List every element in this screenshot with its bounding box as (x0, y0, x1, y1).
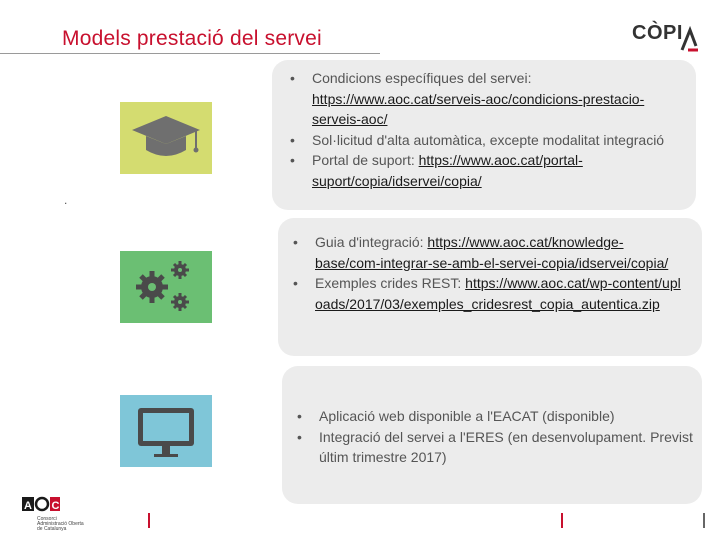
gears-tile (120, 251, 212, 323)
item-text: Sol·licitud d'alta automàtica, excepte modalitat integració (312, 131, 665, 148)
graduation-cap-icon (120, 102, 212, 174)
bullet: • (290, 152, 295, 168)
section-list-availability (297, 406, 697, 468)
monitor-tile (120, 395, 212, 467)
list-item (290, 130, 670, 151)
page-title: Models prestació del servei (62, 27, 322, 50)
item-text: Condicions específiques del servei: (312, 70, 532, 86)
conditions-link[interactable]: https://www.aoc.cat/serveis-aoc/condicions-prestacio-serveis-aoc/ (312, 90, 645, 127)
section-list-conditions (290, 68, 670, 191)
item-text: Aplicació web disponible a l'EACAT (disponible) (319, 408, 615, 424)
item-text: Portal de suport: (312, 152, 419, 168)
footer-divider (148, 513, 150, 528)
rest-examples-link[interactable]: https://www.aoc.cat/wp-content/uploads/2017/03/exemples_cridesrest_copia_autentica.zip (315, 275, 681, 312)
graduation-cap-tile (120, 102, 212, 174)
list-item (290, 68, 670, 130)
list-item (293, 232, 683, 273)
aoc-logo-caption: Consorci Administració Oberta de Catalunya (37, 516, 84, 532)
integration-guide-link[interactable]: https://www.aoc.cat/knowledge-base/com-integrar-se-amb-el-servei-copia/idservei/copia/ (315, 234, 669, 271)
bullet: • (293, 275, 298, 291)
svg-text:A: A (24, 500, 32, 512)
bullet: • (297, 428, 302, 445)
svg-text:C: C (51, 500, 60, 512)
gears-icon (120, 251, 212, 323)
bullet: • (297, 408, 302, 424)
stray-dot: . (64, 193, 68, 207)
item-text: Exemples crides REST: (315, 275, 466, 291)
list-item (297, 427, 697, 468)
bullet: • (290, 131, 295, 148)
copia-logo: CÒPI (632, 22, 683, 44)
support-portal-link[interactable]: https://www.aoc.cat/portal-suport/copia/idservei/copia/ (312, 152, 583, 189)
bullet: • (290, 70, 295, 86)
item-text: Integració del servei a l'ERES (en desenvolupament. Previst últim trimestre 2017) (319, 428, 693, 465)
section-list-integration (293, 232, 683, 314)
list-item (297, 406, 697, 427)
footer-divider (561, 513, 563, 528)
aoc-logo (22, 495, 62, 515)
list-item (290, 150, 670, 191)
footer-divider (703, 513, 705, 528)
title-divider (0, 53, 380, 54)
monitor-icon (120, 395, 212, 467)
copia-logo-mark-icon (680, 26, 700, 54)
list-item (293, 273, 683, 314)
item-text: Guia d'integració: (315, 234, 428, 250)
bullet: • (293, 234, 298, 250)
